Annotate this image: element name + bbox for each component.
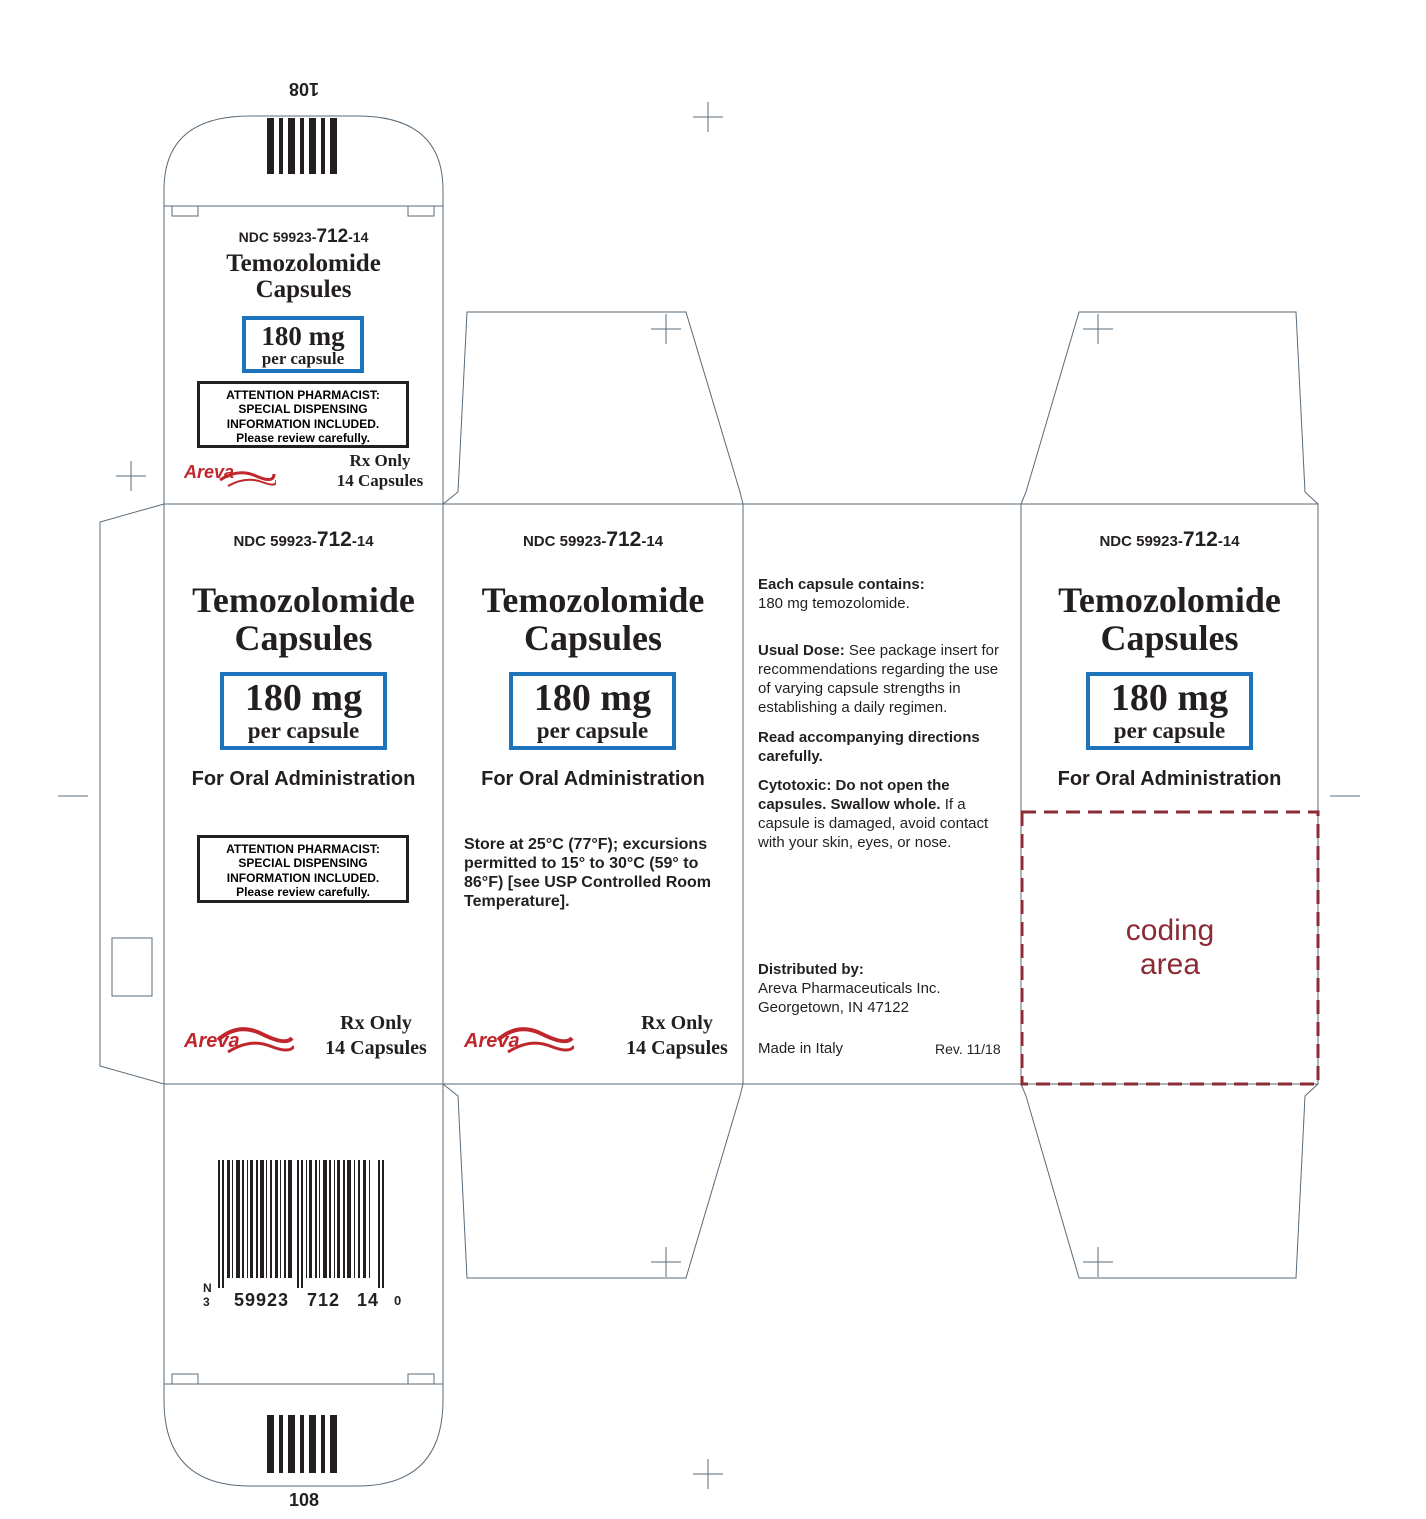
product-name-line1: Temozolomide bbox=[226, 250, 381, 277]
attention-box-left bbox=[197, 835, 409, 903]
strength-box-left bbox=[220, 672, 387, 750]
route-right: For Oral Administration bbox=[1057, 768, 1282, 790]
rx-only: Rx Only bbox=[340, 1012, 412, 1034]
product-name-line1: Temozolomide bbox=[481, 580, 705, 620]
pharmacode-top: 108 bbox=[288, 79, 320, 99]
barcode-check-digit: 0 bbox=[394, 1293, 402, 1308]
barcode-group1: 59923 bbox=[234, 1290, 290, 1310]
rx-count-left bbox=[316, 1011, 436, 1061]
strength-box-side bbox=[509, 672, 676, 750]
strength-amount: 180 mg bbox=[261, 321, 345, 351]
ndc-side bbox=[443, 528, 743, 552]
product-name-left bbox=[164, 582, 443, 658]
coding-line2: area bbox=[1139, 948, 1201, 981]
upc-barcode bbox=[218, 1160, 390, 1288]
revision: Rev. 11/18 bbox=[935, 1041, 1001, 1057]
cytotoxic-warning bbox=[758, 776, 1010, 852]
attention-box-top bbox=[197, 381, 409, 448]
each-capsule-heading: Each capsule contains: bbox=[758, 576, 925, 593]
attention-line3: INFORMATION INCLUDED. bbox=[226, 870, 380, 885]
ndc-suffix: -14 bbox=[348, 229, 369, 245]
usual-dose-text: See package insert for recommendations regarding the use of varying capsule strengths in establishing a daily regimen. bbox=[758, 642, 999, 716]
areva-logo-side bbox=[464, 1030, 520, 1053]
strength-box-top bbox=[242, 316, 364, 373]
capsule-count: 14 Capsules bbox=[626, 1037, 728, 1059]
read-directions: Read accompanying directions carefully. bbox=[758, 729, 980, 765]
barcode-group2: 712 bbox=[307, 1290, 341, 1310]
pharmacode-bars-top-svg bbox=[267, 118, 339, 174]
product-name-line2: Capsules bbox=[1100, 617, 1239, 658]
route-side: For Oral Administration bbox=[481, 768, 705, 790]
usual-dose-label: Usual Dose: bbox=[758, 642, 845, 659]
areva-logo-text: Areva bbox=[184, 1030, 240, 1052]
attention-line3: INFORMATION INCLUDED. bbox=[226, 416, 380, 431]
ndc-product: 712 bbox=[316, 226, 349, 247]
product-name-line2: Capsules bbox=[255, 276, 352, 304]
ndc-prefix: NDC 59923- bbox=[522, 533, 607, 550]
logo-wave-icon bbox=[494, 1024, 574, 1058]
cytotoxic-text: If a capsule is damaged, avoid contact with your skin, eyes, or nose. bbox=[758, 796, 989, 851]
route-left: For Oral Administration bbox=[191, 768, 416, 790]
attention-line1: ATTENTION PHARMACIST: bbox=[226, 842, 380, 856]
capsule-count: 14 Capsules bbox=[325, 1037, 427, 1059]
product-name-line1: Temozolomide bbox=[1058, 580, 1281, 620]
ndc-product: 712 bbox=[1182, 528, 1218, 551]
product-name-line1: Temozolomide bbox=[192, 580, 415, 620]
cytotoxic-label: Cytotoxic: Do not open the capsules. Swallow whole. bbox=[758, 777, 950, 813]
usual-dose bbox=[758, 641, 1010, 717]
product-name-line2: Capsules bbox=[234, 617, 373, 658]
ndc-left bbox=[164, 528, 443, 552]
attention-line2: SPECIAL DISPENSING bbox=[238, 856, 368, 871]
ndc-prefix: NDC 59923- bbox=[238, 229, 317, 245]
strength-unit: per capsule bbox=[536, 718, 649, 743]
rx-only: Rx Only bbox=[641, 1012, 713, 1034]
ndc-suffix: -14 bbox=[1217, 533, 1240, 550]
distributor-address: Georgetown, IN 47122 bbox=[758, 999, 909, 1016]
ndc-product: 712 bbox=[316, 528, 352, 551]
areva-logo-top bbox=[184, 462, 234, 483]
ndc-suffix: -14 bbox=[641, 533, 664, 550]
pharmacode-bars-bottom-svg bbox=[267, 1415, 339, 1473]
barcode-prefix-3: 3 bbox=[203, 1295, 210, 1309]
attention-line2: SPECIAL DISPENSING bbox=[238, 402, 368, 417]
info-panel bbox=[758, 575, 1010, 852]
ndc-suffix: -14 bbox=[351, 533, 374, 550]
ndc-prefix: NDC 59923- bbox=[233, 533, 317, 550]
pharmacode-bars-bottom bbox=[267, 1415, 339, 1473]
areva-logo-text: Areva bbox=[464, 1030, 520, 1052]
logo-wave-icon bbox=[214, 1024, 294, 1058]
rx-count-side bbox=[617, 1011, 737, 1061]
capsule-count: 14 Capsules bbox=[336, 471, 424, 490]
product-name-top bbox=[164, 251, 443, 304]
coding-area-label bbox=[1022, 914, 1318, 982]
coding-line1: coding bbox=[1125, 914, 1215, 947]
areva-logo-left bbox=[184, 1030, 240, 1053]
storage-text: Store at 25°C (77°F); excursions permitted to 15° to 30°C (59° to 86°F) [see USP Controlled Room Temperature]. bbox=[464, 836, 712, 910]
ndc-product: 712 bbox=[606, 528, 642, 551]
rx-only: Rx Only bbox=[349, 451, 411, 470]
strength-amount: 180 mg bbox=[1110, 677, 1229, 719]
barcode-prefix-n: N bbox=[203, 1281, 212, 1295]
distributor-name: Areva Pharmaceuticals Inc. bbox=[758, 980, 941, 997]
ndc-top bbox=[164, 226, 443, 248]
strength-unit: per capsule bbox=[1113, 718, 1226, 743]
distributor-block bbox=[758, 960, 1010, 1017]
attention-line4: Please review carefully. bbox=[236, 885, 370, 900]
strength-amount: 180 mg bbox=[244, 677, 363, 719]
pharmacode-bottom: 108 bbox=[288, 1490, 320, 1510]
attention-line4: Please review carefully. bbox=[236, 431, 370, 446]
ndc-right bbox=[1021, 528, 1318, 552]
product-name-right bbox=[1021, 582, 1318, 658]
product-name-side bbox=[443, 582, 743, 658]
areva-logo-text: Areva bbox=[184, 462, 235, 482]
strength-box-right bbox=[1086, 672, 1253, 750]
made-in: Made in Italy bbox=[758, 1040, 844, 1057]
strength-unit: per capsule bbox=[247, 718, 360, 743]
attention-line1: ATTENTION PHARMACIST: bbox=[226, 388, 380, 402]
product-name-line2: Capsules bbox=[523, 617, 663, 658]
barcode-group3: 14 bbox=[357, 1290, 380, 1310]
pharmacode-bars-top bbox=[267, 118, 339, 174]
strength-amount: 180 mg bbox=[533, 677, 652, 719]
ndc-prefix: NDC 59923- bbox=[1099, 533, 1183, 550]
each-capsule-text: 180 mg temozolomide. bbox=[758, 595, 910, 612]
strength-unit: per capsule bbox=[261, 349, 345, 368]
logo-wave-icon bbox=[218, 468, 276, 490]
rx-count-top bbox=[326, 451, 434, 491]
distributed-by-label: Distributed by: bbox=[758, 961, 864, 978]
upc-barcode-bars bbox=[218, 1160, 390, 1288]
